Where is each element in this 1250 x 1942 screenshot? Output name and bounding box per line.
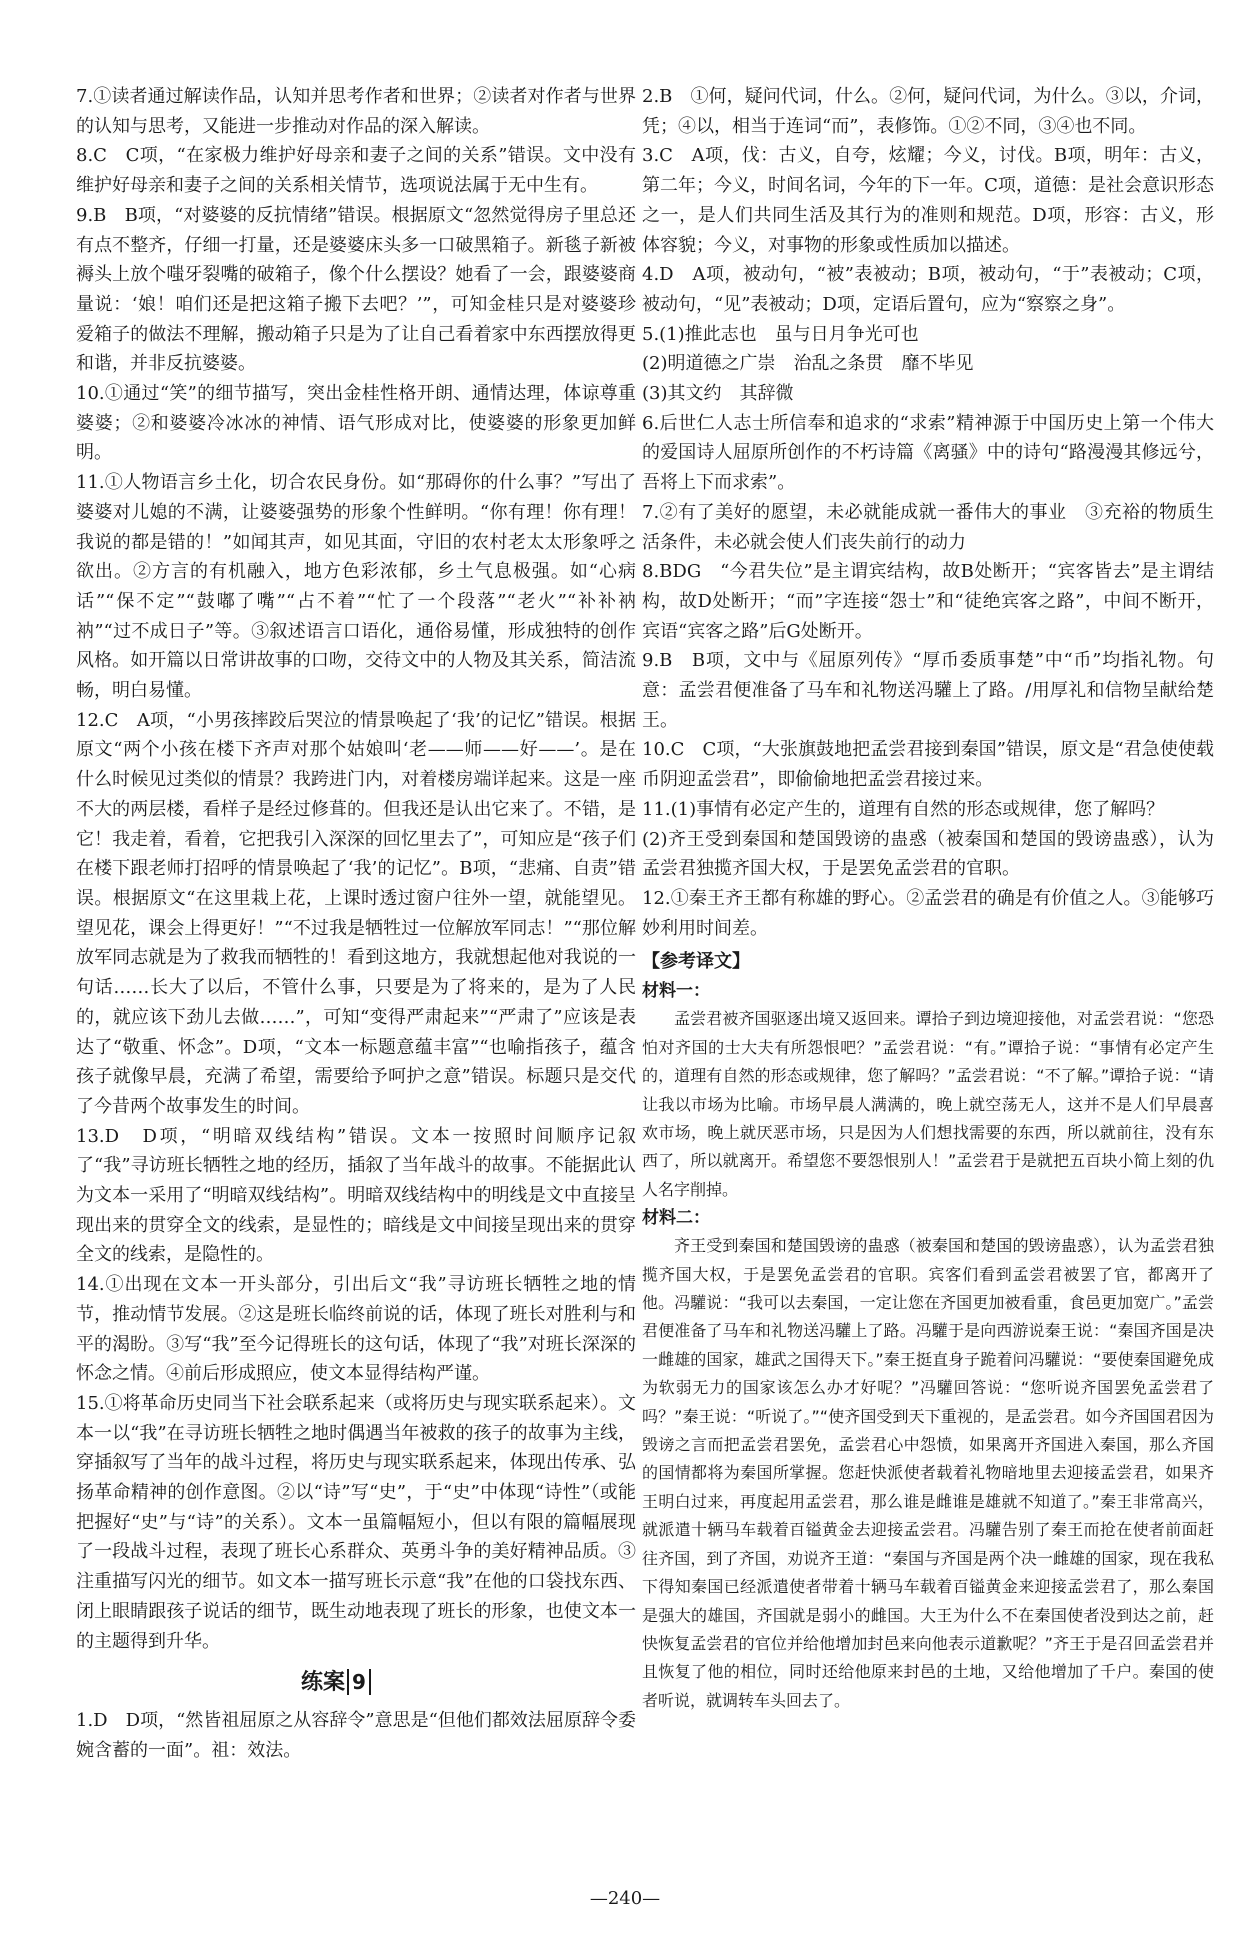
answer-item: 3.C A项，伐：古义，自夸，炫耀；今义，讨伐。B项，明年：古义，第二年；今义，时间名词，今年的下一年。C项，道德：是社会意识形态之一，是人们共同生活及其行为的准则和规范。D项，形容：古义，形体容貌；今义，对事物的形象或性质加以描述。 (642, 145, 1214, 256)
answer-item: 6.后世仁人志士所信奉和追求的“求索”精神源于中国历史上第一个伟大的爱国诗人屈原所创作的不朽诗篇《离骚》中的诗句“路漫漫其修远兮，吾将上下而求索”。 (642, 412, 1214, 494)
material-text: 齐王受到秦国和楚国毁谤的蛊惑（被秦国和楚国的毁谤蛊惑），认为孟尝君独揽齐国大权，于是罢免孟尝君的官职。宾客们看到孟尝君被罢了官，都离开了他。冯驩说：“我可以去秦国，一定让您在齐国更加被看重，食邑更加宽广。”孟尝君便准备了马车和礼物送冯驩上了路。冯驩于是向西游说秦王说：“秦国齐国是决一雌雄的国家，雄武之国得天下。”秦王挺直身子跪着问冯驩说：“要使秦国避免成为软弱无力的国家该怎么办才好呢？”冯驩回答说：“您听说齐国罢免孟尝君了吗？”秦王说：“听说了。”“使齐国受到天下重视的，是孟尝君。如今齐国国君因为毁谤之言而把孟尝君罢免，孟尝君心中怨愤，如果离开齐国进入秦国，那么齐国的国情都将为秦国所掌握。您赶快派使者载着礼物暗地里去迎接孟尝君，如果齐王明白过来，再度起用孟尝君，那么谁是雌谁是雄就不知道了。”秦王非常高兴，就派遣十辆马车载着百镒黄金去迎接孟尝君。冯驩告别了秦王而抢在使者前面赶往齐国，到了齐国，劝说齐王道：“秦国与齐国是两个决一雌雄的国家，现在我私下得知秦国已经派遣使者带着十辆马车载着百镒黄金来迎接孟尝君了，那么秦国是强大的雄国，齐国就是弱小的雌国。大王为什么不在秦国使者没到达之前，赶快恢复孟尝君的官位并给他增加封邑来向他表示道歉呢？”齐王于是召回孟尝君并且恢复了他的相位，同时还给他原来封邑的土地，又给他增加了千户。秦国的使者听说，就调转车头回去了。 (642, 1236, 1214, 1710)
right-answer-list (642, 82, 1214, 943)
answer-item: 12.C A项，“小男孩摔跤后哭泣的情景唤起了‘我’的记忆”错误。根据原文“两个小孩在楼下齐声对那个姑娘叫‘老——师——好——’。是在什么时候见过类似的情景？我跨进门内，对着楼房端详起来。这是一座不大的两层楼，看样子是经过修葺的。但我还是认出它来了。不错，是它！我走着，看着，它把我引入深深的回忆里去了”，可知应是“孩子们在楼下跟老师打招呼的情景唤起了‘我’的记忆”。B项，“悲痛、自责”错误。根据原文“在这里栽上花，上课时透过窗户往外一望，就能望见。望见花，课会上得更好！”“不过我是牺牲过一位解放军同志！”“那位解放军同志就是为了救我而牺牲的！看到这地方，我就想起他对我说的一句话……长大了以后，不管什么事，只要是为了将来的，是为了人民的，就应该下劲儿去做……”，可知“变得严肃起来”“严肃了”应该是表达了“敬重、怀念”。D项，“文本一标题意蕴丰富”“也喻指孩子，蕴含孩子就像早晨，充满了希望，需要给予呵护之意”错误。标题只是交代了今昔两个故事发生的时间。 (76, 709, 636, 1117)
answer-item: 15.①将革命历史同当下社会联系起来（或将历史与现实联系起来）。文本一以“我”在寻访班长牺牲之地时偶遇当年被救的孩子的故事为主线，穿插叙写了当年的战斗过程，将历史与现实联系起来，体现出传承、弘扬革命精神的创作意图。②以“诗”写“史”，于“史”中体现“诗性”（或能把握好“史”与“诗”的关系）。文本一虽篇幅短小，但以有限的篇幅展现了一段战斗过程，表现了班长心系群众、英勇斗争的美好精神品质。③注重描写闪光的细节。如文本一描写班长示意“我”在他的口袋找东西、闭上眼睛跟孩子说话的细节，既生动地表现了班长的形象，也使文本一的主题得到升华。 (76, 1392, 636, 1652)
answer-item: 7.②有了美好的愿望，未必就能成就一番伟大的事业 ③充裕的物质生活条件，未必就会使人们丧失前行的动力 (642, 501, 1214, 553)
reference-translation-title: 【参考译文】 (642, 951, 750, 973)
answer-item: 9.B B项，“对婆婆的反抗情绪”错误。根据原文“忽然觉得房子里总还有点不整齐，仔细一打量，还是婆婆床头多一口破黑箱子。新毯子新被褥头上放个嗤牙裂嘴的破箱子，像个什么摆设？她看了一会，跟婆婆商量说：‘娘！咱们还是把这箱子搬下去吧？’”，可知金桂只是对婆婆珍爱箱子的做法不理解，搬动箱子只是为了让自己看着家中东西摆放得更和谐，并非反抗婆婆。 (76, 204, 636, 375)
answer-item: 10.C C项，“大张旗鼓地把孟尝君接到秦国”错误，原文是“君急使使载币阴迎孟尝君”，即偷偷地把孟尝君接过来。 (642, 739, 1214, 791)
lesson-heading (76, 1666, 636, 1700)
answer-item: 8.C C项，“在家极力维护好母亲和妻子之间的关系”错误。文中没有维护好母亲和妻子之间的关系相关情节，选项说法属于无中生有。 (76, 145, 636, 197)
answer-item: 11.(1)事情有必定产生的，道理有自然的形态或规律，您了解吗？ (2)齐王受到秦国和楚国毁谤的蛊惑（被秦国和楚国的毁谤蛊惑），认为孟尝君独揽齐国大权，于是罢免孟尝君的官职。 (642, 798, 1214, 880)
answer-item: 14.①出现在文本一开头部分，引出后文“我”寻访班长牺牲之地的情节，推动情节发展。②这是班长临终前说的话，体现了班长对胜利与和平的渴盼。③写“我”至今记得班长的这句话，体现了“我”对班长深深的怀念之情。④前后形成照应，使文本显得结构严谨。 (76, 1274, 636, 1385)
answer-item: 12.①秦王齐王都有称雄的野心。②孟尝君的确是有价值之人。③能够巧妙利用时间差。 (642, 887, 1214, 939)
answer-item: 4.D A项，被动句，“被”表被动；B项，被动句，“于”表被动；C项，被动句，“见”表被动；D项，定语后置句，应为“察察之身”。 (642, 264, 1214, 315)
right-column (642, 82, 1214, 1715)
left-answer-list (76, 82, 636, 1656)
lesson-label: 练案 (301, 1670, 346, 1696)
material-two (642, 1204, 1214, 1715)
material-label: 材料一： (642, 981, 710, 1002)
answer-item: 13.D D项，“明暗双线结构”错误。文本一按照时间顺序记叙了“我”寻访班长牺牲之地的经历，插叙了当年战斗的故事。不能据此认为文本一采用了“明暗双线结构”。明暗双线结构中的明线是文中直接呈现出来的贯穿全文的线索，是显性的；暗线是文中间接呈现出来的贯穿全文的线索，是隐性的。 (76, 1125, 636, 1266)
answer-item: 8.BDG “今君失位”是主谓宾结构，故B处断开；“宾客皆去”是主谓结构，故D处断开；“而”字连接“怨士”和“徒绝宾客之路”，中间不断开，宾语“宾客之路”后G处断开。 (642, 561, 1214, 642)
answer-item: 5.(1)推此志也 虽与日月争光可也 (2)明道德之广崇 治乱之条贯 靡不毕见 (3)其文约 其辞微 (642, 323, 974, 405)
answer-item: 11.①人物语言乡土化，切合农民身份。如“那碍你的什么事？”写出了婆婆对儿媳的不满，让婆婆强势的形象个性鲜明。“你有理！你有理！我说的都是错的！”如闻其声，如见其面，守旧的农村老太太形象呼之欲出。②方言的有机融入，地方色彩浓郁，乡土气息极强。如“心病话”“保不定”“鼓嘟了嘴”“占不着”“忙了一个段落”“老火”“补补衲衲”“过不成日子”等。③叙述语言口语化，通俗易懂，形成独特的创作风格。如开篇以日常讲故事的口吻，交待文中的人物及其关系，简洁流畅，明白易懂。 (76, 472, 636, 702)
left-column (76, 82, 636, 1766)
answer-item: 1.D D项，“然皆祖屈原之从容辞令”意思是“但他们都效法屈原辞令委婉含蓄的一面”。祖：效法。 (76, 1710, 636, 1761)
material-label: 材料二： (642, 1208, 710, 1229)
answer-item: 7.①读者通过解读作品，认知并思考作者和世界；②读者对作者与世界的认知与思考，又能进一步推动对作品的深入解读。 (76, 86, 636, 137)
answer-item: 2.B ①何，疑问代词，什么。②何，疑问代词，为什么。③以，介词，凭；④以，相当于连词“而”，表修饰。①②不同，③④也不同。 (642, 86, 1214, 137)
lesson-number: 9 (347, 1669, 371, 1695)
answer-item: 10.①通过“笑”的细节描写，突出金桂性格开朗、通情达理，体谅尊重婆婆；②和婆婆冷冰冰的神情、语气形成对比，使婆婆的形象更加鲜明。 (76, 383, 636, 464)
material-text: 孟尝君被齐国驱逐出境又返回来。谭拾子到边境迎接他，对孟尝君说：“您恐怕对齐国的士大夫有所怨恨吧？”孟尝君说：“有。”谭拾子说：“事情有必定产生的，道理有自然的形态或规律，您了解吗？”孟尝君说：“不了解。”谭拾子说：“请让我以市场为比喻。市场早晨人满满的，晚上就空荡无人，这并不是人们早晨喜欢市场，晚上就厌恶市场，只是因为人们想找需要的东西，所以就前往，没有东西了，所以就离开。希望您不要怨恨别人！”孟尝君于是就把五百块小简上刻的仇人名字削掉。 (642, 1009, 1214, 1199)
answer-item: 9.B B项，文中与《屈原列传》“厚币委质事楚”中“币”均指礼物。句意：孟尝君便准备了马车和礼物送冯驩上了路。/用厚礼和信物呈献给楚王。 (642, 650, 1214, 731)
page-number: —240— (589, 1888, 661, 1909)
material-one (642, 977, 1214, 1204)
